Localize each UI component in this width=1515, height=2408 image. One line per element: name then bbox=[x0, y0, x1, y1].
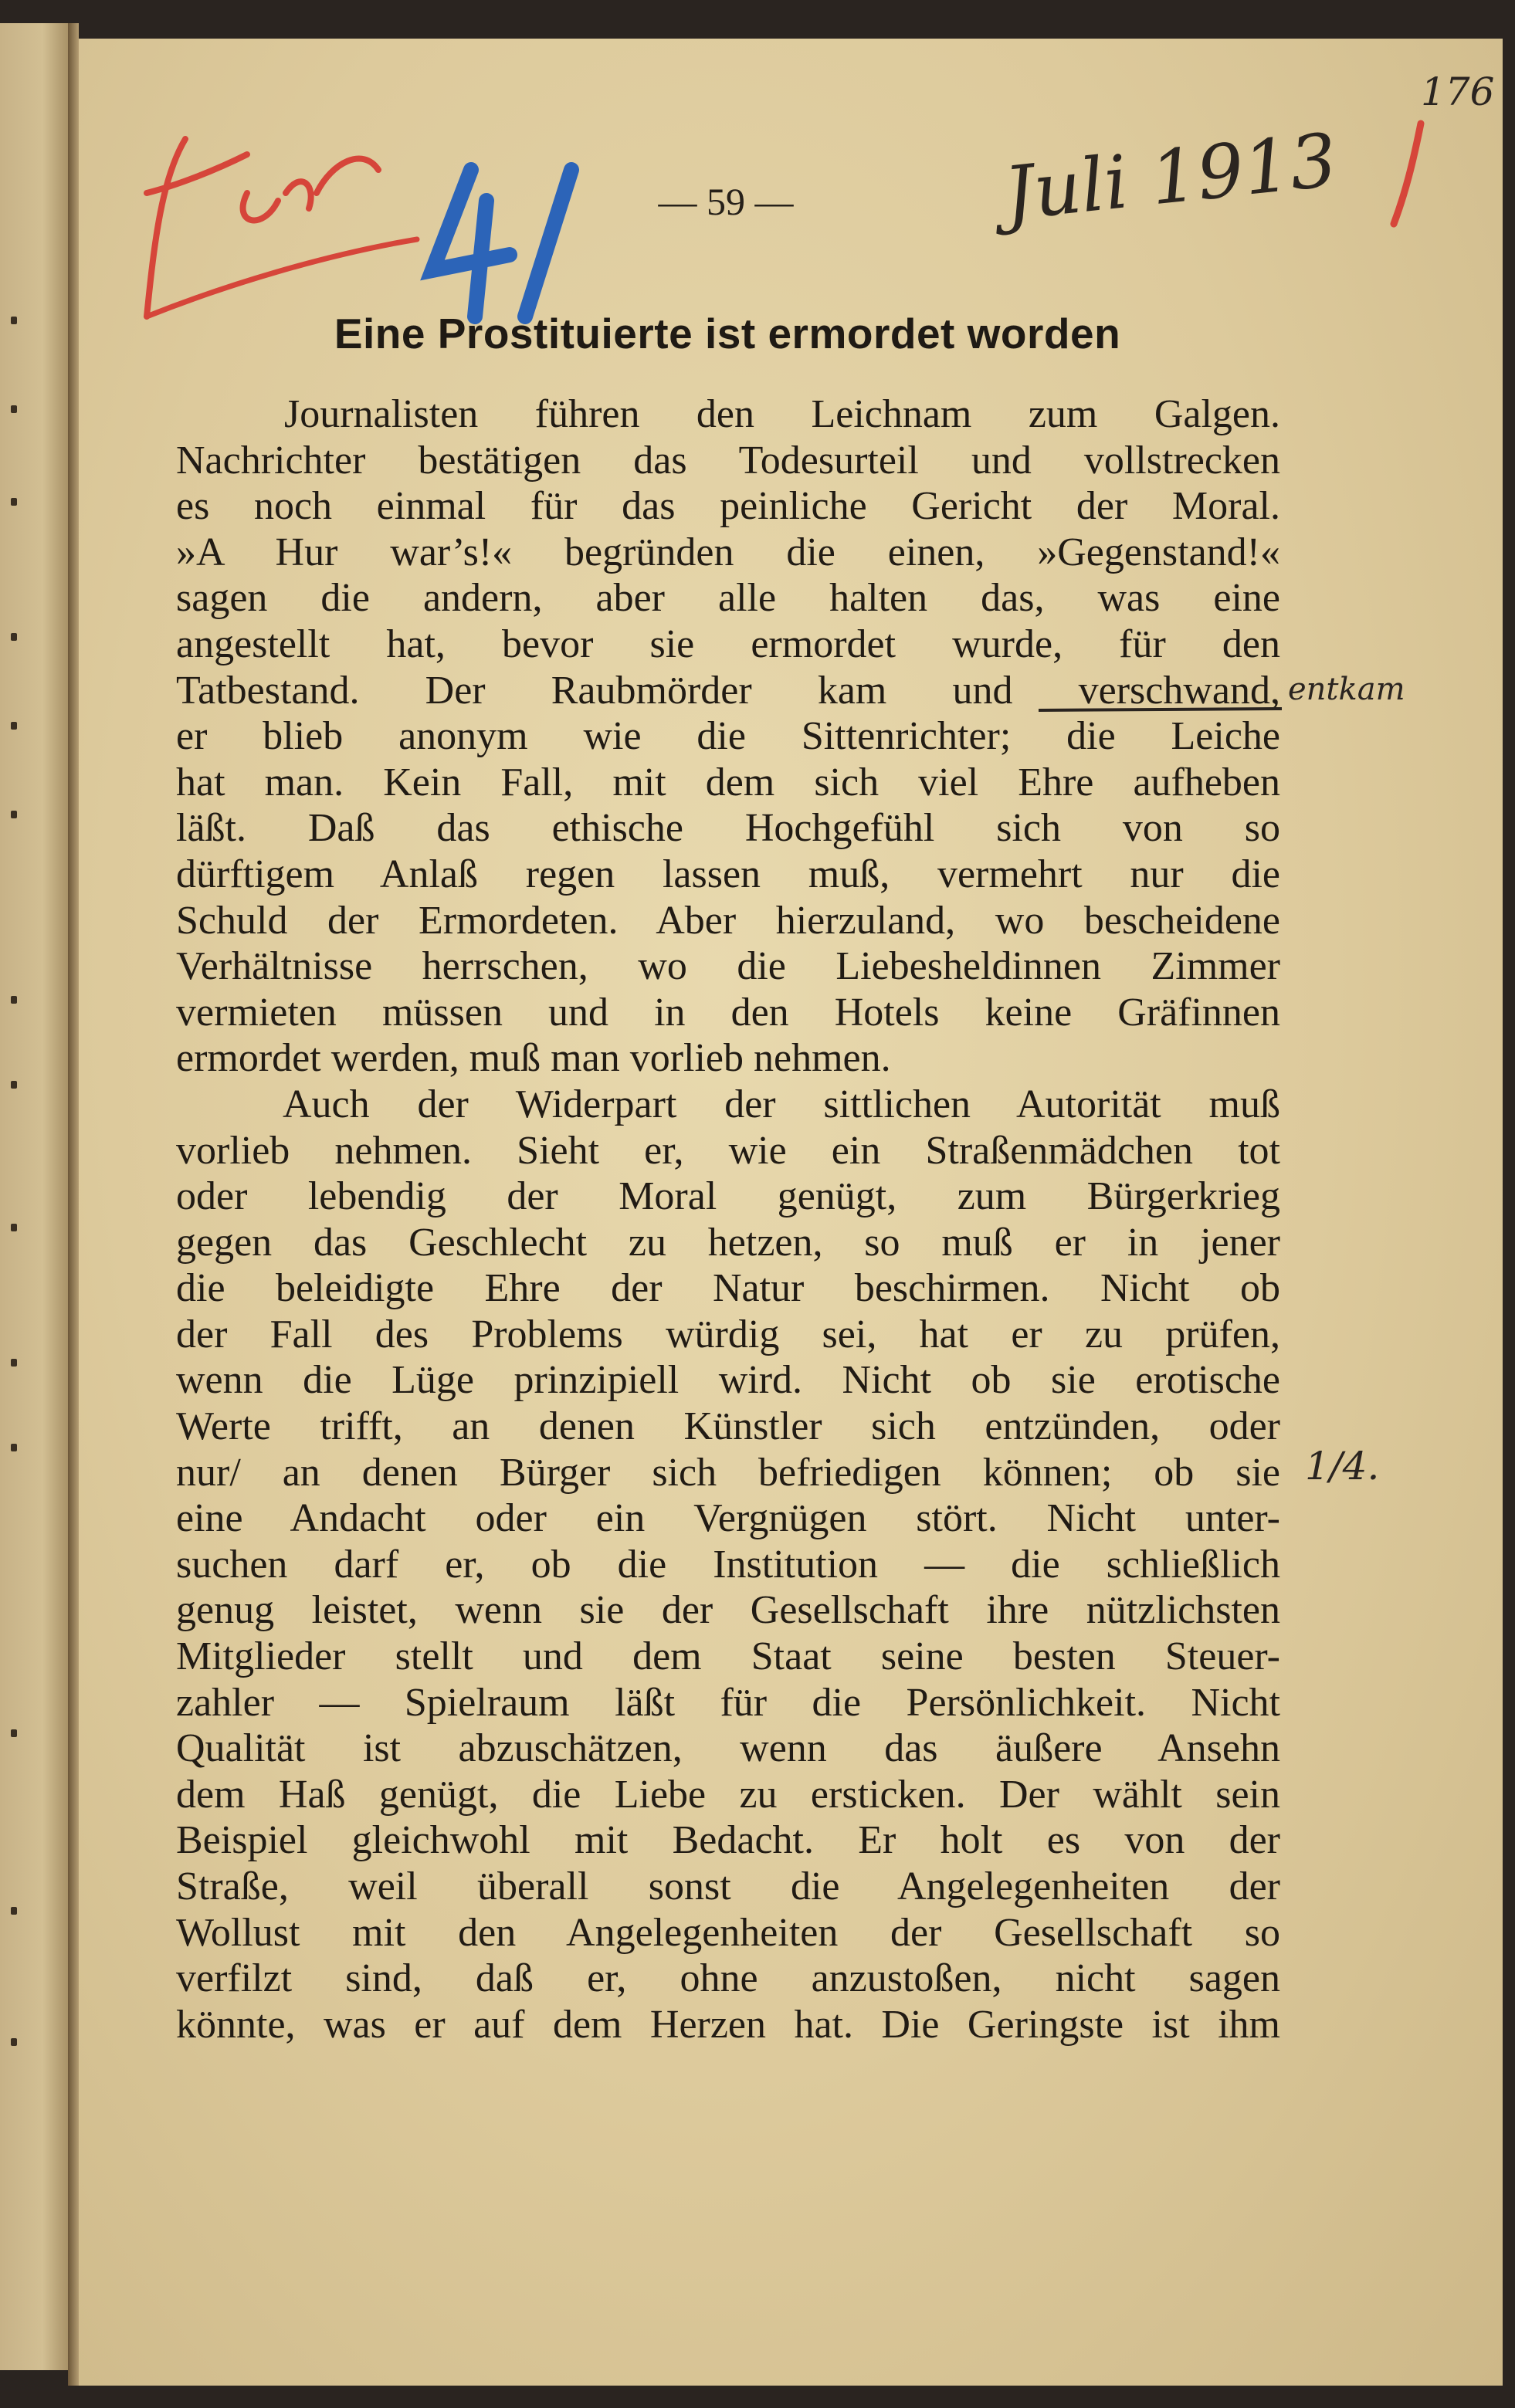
text-line: dürftigem Anlaß regen lassen muß, vermehrt nur die bbox=[176, 852, 1280, 896]
text-line: Beispiel gleichwohl mit Bedacht. Er holt es von der bbox=[176, 1818, 1280, 1863]
text-line: verfilzt sind, daß er, ohne anzustoßen, nicht sagen bbox=[176, 1956, 1280, 2001]
text-line: suchen darf er, ob die Institution — die schließlich bbox=[176, 1542, 1280, 1587]
page-number: — 59 — bbox=[658, 180, 794, 223]
text-line: er blieb anonym wie die Sittenrichter; die Leiche bbox=[176, 714, 1280, 759]
left-page-mark bbox=[11, 1444, 17, 1451]
text-line: Verhältnisse herrschen, wo die Liebesheldinnen Zimmer bbox=[176, 944, 1280, 989]
text-line: gegen das Geschlecht zu hetzen, so muß er in jener bbox=[176, 1220, 1280, 1265]
text-line: Straße, weil überall sonst die Angelegenheiten der bbox=[176, 1864, 1280, 1908]
text-line: es noch einmal für das peinliche Gericht der Moral. bbox=[176, 484, 1280, 529]
margin-note-nur: 1/4. bbox=[1305, 1444, 1380, 1488]
red-pencil-signature bbox=[131, 85, 440, 332]
left-page-mark bbox=[11, 2038, 17, 2046]
text-line: die beleidigte Ehre der Natur beschirmen. Nicht ob bbox=[176, 1266, 1280, 1311]
handwritten-corner-number: 176 bbox=[1421, 69, 1495, 114]
text-line: hat man. Kein Fall, mit dem sich viel Ehre aufheben bbox=[176, 760, 1280, 804]
text-line: genug leistet, wenn sie der Gesellschaft ihre nützlichsten bbox=[176, 1588, 1280, 1633]
book-gutter bbox=[68, 23, 79, 2386]
chapter-heading: Eine Prostituierte ist ermordet worden bbox=[334, 310, 1121, 357]
text-line: sagen die andern, aber alle halten das, was eine bbox=[176, 576, 1280, 621]
text-line: dem Haß genügt, die Liebe zu ersticken. Der wählt sein bbox=[176, 1772, 1280, 1817]
text-line: nur/ an denen Bürger sich befriedigen können; ob sie bbox=[176, 1450, 1280, 1495]
left-page-mark bbox=[11, 1224, 17, 1231]
text-line: vorlieb nehmen. Sieht er, wie ein Straßenmädchen tot bbox=[176, 1128, 1280, 1173]
text-line: Journalisten führen den Leichnam zum Galgen. bbox=[284, 392, 1280, 436]
left-page-mark bbox=[11, 1359, 17, 1367]
red-pencil-stroke bbox=[1374, 116, 1436, 239]
text-line: Auch der Widerpart der sittlichen Autorität muß bbox=[283, 1082, 1280, 1126]
text-line: eine Andacht oder ein Vergnügen stört. Nicht unter- bbox=[176, 1496, 1280, 1541]
text-line: Schuld der Ermordeten. Aber hierzuland, wo bescheidene bbox=[176, 898, 1280, 943]
text-line: könnte, was er auf dem Herzen hat. Die Geringste ist ihm bbox=[176, 2002, 1280, 2047]
text-line: zahler — Spielraum läßt für die Persönlichkeit. Nicht bbox=[176, 1680, 1280, 1725]
left-page-edge bbox=[0, 23, 71, 2370]
text-line: Nachrichter bestätigen das Todesurteil und vollstrecken bbox=[176, 438, 1280, 483]
text-line: vermieten müssen und in den Hotels keine Gräfinnen bbox=[176, 990, 1280, 1035]
text-line: Werte trifft, an denen Künstler sich entzünden, oder bbox=[176, 1404, 1280, 1449]
text-line: »A Hur war’s!« begründen die einen, »Gegenstand!« bbox=[176, 530, 1280, 574]
text-line: ermordet werden, muß man vorlieb nehmen. bbox=[176, 1036, 891, 1081]
text-line: Tatbestand. Der Raubmörder kam und verschwand, bbox=[176, 668, 1280, 713]
text-line: Mitglieder stellt und dem Staat seine besten Steuer- bbox=[176, 1634, 1280, 1679]
left-page-mark bbox=[11, 996, 17, 1004]
left-page-mark bbox=[11, 405, 17, 413]
left-page-mark bbox=[11, 1907, 17, 1915]
left-page-mark bbox=[11, 498, 17, 506]
handwritten-date: Juli 1913 bbox=[1000, 117, 1341, 238]
blue-pencil-number bbox=[417, 154, 602, 332]
left-page-mark bbox=[11, 633, 17, 641]
body-text bbox=[176, 391, 1280, 2047]
text-line: angestellt hat, bevor sie ermordet wurde, für den bbox=[176, 621, 1280, 666]
pencil-underline bbox=[1035, 703, 1290, 718]
left-page-mark bbox=[11, 317, 17, 324]
margin-note-verschwand: entkam bbox=[1288, 672, 1405, 707]
text-line: der Fall des Problems würdig sei, hat er zu prüfen, bbox=[176, 1312, 1280, 1356]
left-page-mark bbox=[11, 1729, 17, 1737]
left-page-mark bbox=[11, 1081, 17, 1089]
text-line: Qualität ist abzuschätzen, wenn das äußere Ansehn bbox=[176, 1726, 1280, 1771]
text-line: Wollust mit den Angelegenheiten der Gesellschaft so bbox=[176, 1910, 1280, 1955]
text-line: läßt. Daß das ethische Hochgefühl sich von so bbox=[176, 806, 1280, 851]
left-page-mark bbox=[11, 811, 17, 818]
text-line: oder lebendig der Moral genügt, zum Bürgerkrieg bbox=[176, 1174, 1280, 1219]
text-line: wenn die Lüge prinzipiell wird. Nicht ob sie erotische bbox=[176, 1358, 1280, 1403]
left-page-mark bbox=[11, 722, 17, 730]
